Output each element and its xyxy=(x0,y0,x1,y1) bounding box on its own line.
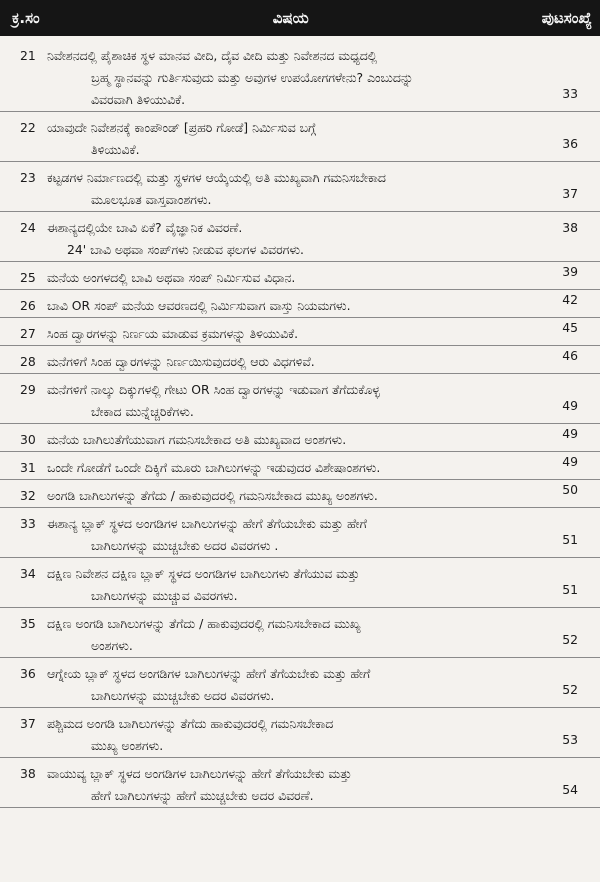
entry-number: 30 xyxy=(20,432,36,447)
entry-number: 22 xyxy=(20,120,36,135)
contents-entry xyxy=(0,480,600,508)
entry-number: 31 xyxy=(20,460,36,475)
contents-entry xyxy=(0,162,600,212)
entry-title-line: ಯಾವುದೇ ನಿವೇಶನಕ್ಕೆ ಕಾಂಪೌಂಡ್ [ಪ್ರಹರಿ ಗೋಡೆ] ನಿರ್ಮಿಸುವ ಬಗ್ಗೆ xyxy=(47,120,316,135)
contents-entry xyxy=(0,558,600,608)
entry-number: 34 xyxy=(20,566,36,581)
entry-title-line: ಮನೆಯ ಬಾಗಿಲುತೆಗೆಯುವಾಗ ಗಮನಿಸಬೇಕಾದ ಅತಿ ಮುಖ್ಯವಾದ ಅಂಶಗಳು. xyxy=(47,432,347,447)
entry-page-number: 36 xyxy=(562,136,578,151)
entry-title-line: ಬಾಗಿಲುಗಳನ್ನು ಮುಚ್ಚುವ ವಿವರಗಳು. xyxy=(91,588,238,603)
contents-entry xyxy=(0,658,600,708)
contents-entry xyxy=(0,212,600,262)
entry-title-line: ದಕ್ಷಿಣ ಅಂಗಡಿ ಬಾಗಿಲುಗಳನ್ನು ತೆಗೆದು / ಹಾಕುವುದರಲ್ಲಿ ಗಮನಿಸಬೇಕಾದ ಮುಖ್ಯ xyxy=(47,616,361,631)
entry-title-line: ವಾಯುವ್ಯ ಬ್ಲಾಕ್ ಸ್ಥಳದ ಅಂಗಡಿಗಳ ಬಾಗಿಲುಗಳನ್ನು ಹೇಗೆ ತೆಗೆಯಬೇಕು ಮತ್ತು xyxy=(47,766,352,781)
entry-title-line: ಮನೆಯ ಅಂಗಳದಲ್ಲಿ ಬಾವಿ ಅಥವಾ ಸಂಪ್ ನಿರ್ಮಿಸುವ ವಿಧಾನ. xyxy=(47,270,296,285)
contents-entry xyxy=(0,608,600,658)
serial-column-header: ಕ್ರ.ಸಂ xyxy=(12,9,40,27)
entry-title-line: ಈಶಾನ್ಯದಲ್ಲಿಯೇ ಬಾವಿ ಏಕೆ? ವೈಜ್ಞಾನಿಕ ವಿವರಣೆ. xyxy=(47,220,243,235)
entry-title-line: ಮೂಲಭೂತ ವಾಸ್ತವಾಂಶಗಳು. xyxy=(91,192,212,207)
entry-page-number: 52 xyxy=(562,682,578,697)
table-header xyxy=(0,0,600,36)
entry-number: 35 xyxy=(20,616,36,631)
contents-entry xyxy=(0,112,600,162)
entry-number: 36 xyxy=(20,666,36,681)
entry-number: 38 xyxy=(20,766,36,781)
entry-page-number: 49 xyxy=(562,454,578,469)
entry-page-number: 37 xyxy=(562,186,578,201)
entry-page-number: 51 xyxy=(562,532,578,547)
entry-page-number: 49 xyxy=(562,398,578,413)
contents-list xyxy=(0,40,600,808)
entry-title-line: ಹೇಗೆ ಬಾಗಿಲುಗಳನ್ನು ಹೇಗೆ ಮುಚ್ಚಬೇಕು ಅದರ ವಿವರಣೆ. xyxy=(91,788,314,803)
contents-entry xyxy=(0,758,600,808)
contents-entry xyxy=(0,290,600,318)
entry-number: 28 xyxy=(20,354,36,369)
entry-number: 21 xyxy=(20,48,36,63)
entry-page-number: 45 xyxy=(562,320,578,335)
entry-title-line: ಬ್ರಹ್ಮ ಸ್ಥಾನವನ್ನು ಗುರ್ತಿಸುವುದು ಮತ್ತು ಅವುಗಳ ಉಪಯೋಗಗಳೇನು? ಎಂಬುದನ್ನು xyxy=(91,70,414,85)
entry-page-number: 38 xyxy=(562,220,578,235)
entry-title-line: ತಿಳಿಯುವಿಕೆ. xyxy=(91,142,140,157)
entry-title-line: ನಿವೇಶನದಲ್ಲಿ ಪೈಶಾಚಿಕ ಸ್ಥಳ ಮಾನವ ವೀದಿ, ದೈವ ವೀದಿ ಮತ್ತು ನಿವೇಶನದ ಮಧ್ಯದಲ್ಲಿ xyxy=(47,48,378,63)
entry-number: 27 xyxy=(20,326,36,341)
entry-title-line: 24' ಬಾವಿ ಅಥವಾ ಸಂಪ್‌ಗಳು ನೀಡುವ ಫಲಗಳ ವಿವರಗಳು. xyxy=(67,242,304,257)
contents-entry xyxy=(0,708,600,758)
entry-page-number: 51 xyxy=(562,582,578,597)
entry-title-line: ಈಶಾನ್ಯ ಬ್ಲಾಕ್ ಸ್ಥಳದ ಅಂಗಡಿಗಳ ಬಾಗಿಲುಗಳನ್ನು ಹೇಗೆ ತೆಗೆಯಬೇಕು ಮತ್ತು ಹೇಗೆ xyxy=(47,516,367,531)
entry-page-number: 33 xyxy=(562,86,578,101)
entry-number: 29 xyxy=(20,382,36,397)
entry-page-number: 49 xyxy=(562,426,578,441)
entry-page-number: 54 xyxy=(562,782,578,797)
entry-number: 26 xyxy=(20,298,36,313)
contents-entry xyxy=(0,508,600,558)
page-column-header: ಪುಟಸಂಖ್ಯೆ xyxy=(541,9,592,27)
entry-page-number: 42 xyxy=(562,292,578,307)
entry-title-line: ಮನೆಗಳಿಗೆ ನಾಲ್ಕು ದಿಕ್ಕುಗಳಲ್ಲಿ ಗೇಟು OR ಸಿಂಹ ದ್ವಾರಗಳನ್ನು ಇಡುವಾಗ ತೆಗೆದುಕೊಳ್ಳ xyxy=(47,382,380,397)
entry-page-number: 39 xyxy=(562,264,578,279)
entry-title-line: ಬಾಗಿಲುಗಳನ್ನು ಮುಚ್ಚಬೇಕು ಅದರ ವಿವರಗಳು. xyxy=(91,688,275,703)
entry-title-line: ವಿವರವಾಗಿ ತಿಳಿಯುವಿಕೆ. xyxy=(91,92,186,107)
entry-title-line: ಮನೆಗಳಿಗೆ ಸಿಂಹ ದ್ವಾರಗಳನ್ನು ನಿರ್ಣಯಿಸುವುದರಲ್ಲಿ ಆರು ವಿಧಗಳಿವೆ. xyxy=(47,354,315,369)
contents-entry xyxy=(0,40,600,112)
entry-title-line: ಮುಖ್ಯ ಅಂಶಗಳು. xyxy=(91,738,164,753)
contents-entry xyxy=(0,318,600,346)
entry-page-number: 52 xyxy=(562,632,578,647)
contents-entry xyxy=(0,262,600,290)
entry-title-line: ಆಗ್ನೇಯ ಬ್ಲಾಕ್ ಸ್ಥಳದ ಅಂಗಡಿಗಳ ಬಾಗಿಲುಗಳನ್ನು ಹೇಗೆ ತೆಗೆಯಬೇಕು ಮತ್ತು ಹೇಗೆ xyxy=(47,666,371,681)
entry-title-line: ಬೇಕಾದ ಮುನ್ನೆಚ್ಚರಿಕೆಗಳು. xyxy=(91,404,194,419)
contents-entry xyxy=(0,374,600,424)
entry-title-line: ಅಂಗಡಿ ಬಾಗಿಲುಗಳನ್ನು ತೆಗೆದು / ಹಾಕುವುದರಲ್ಲಿ ಗಮನಿಸಬೇಕಾದ ಮುಖ್ಯ ಅಂಶಗಳು. xyxy=(47,488,378,503)
entry-title-line: ಬಾವಿ OR ಸಂಪ್ ಮನೆಯ ಆವರಣದಲ್ಲಿ ನಿರ್ಮಿಸುವಾಗ ವಾಸ್ತು ನಿಯಮಗಳು. xyxy=(47,298,351,313)
entry-number: 25 xyxy=(20,270,36,285)
entry-title-line: ದಕ್ಷಿಣ ನಿವೇಶನ ದಕ್ಷಿಣ ಬ್ಲಾಕ್ ಸ್ಥಳದ ಅಂಗಡಿಗಳ ಬಾಗಿಲುಗಳು ತೆಗೆಯುವ ಮತ್ತು xyxy=(47,566,360,581)
subject-column-header: ವಿಷಯ xyxy=(272,9,309,27)
contents-entry xyxy=(0,452,600,480)
contents-entry xyxy=(0,424,600,452)
entry-number: 24 xyxy=(20,220,36,235)
entry-title-line: ಅಂಶಗಳು. xyxy=(91,638,133,653)
entry-title-line: ಒಂದೇ ಗೋಡೆಗೆ ಒಂದೇ ದಿಕ್ಕಿಗೆ ಮೂರು ಬಾಗಿಲುಗಳನ್ನು ಇಡುವುದರ ವಿಶೇಷಾಂಶಗಳು. xyxy=(47,460,381,475)
entry-number: 37 xyxy=(20,716,36,731)
entry-page-number: 53 xyxy=(562,732,578,747)
entry-title-line: ಸಿಂಹ ದ್ವಾರಗಳನ್ನು ನಿರ್ಣಯ ಮಾಡುವ ಕ್ರಮಗಳನ್ನು ತಿಳಿಯುವಿಕೆ. xyxy=(47,326,299,341)
entry-title-line: ಕಟ್ಟಡಗಳ ನಿರ್ಮಾಣದಲ್ಲಿ ಮತ್ತು ಸ್ಥಳಗಳ ಆಯ್ಕೆಯಲ್ಲಿ ಅತಿ ಮುಖ್ಯವಾಗಿ ಗಮನಿಸಬೇಕಾದ xyxy=(47,170,386,185)
entry-title-line: ಬಾಗಿಲುಗಳನ್ನು ಮುಚ್ಚಬೇಕು ಅದರ ವಿವರಗಳು . xyxy=(91,538,279,553)
entry-number: 33 xyxy=(20,516,36,531)
entry-page-number: 50 xyxy=(562,482,578,497)
entry-page-number: 46 xyxy=(562,348,578,363)
entry-number: 32 xyxy=(20,488,36,503)
entry-title-line: ಪಶ್ಚಿಮದ ಅಂಗಡಿ ಬಾಗಿಲುಗಳನ್ನು ತೆಗೆದು ಹಾಕುವುದರಲ್ಲಿ ಗಮನಿಸಬೇಕಾದ xyxy=(47,716,334,731)
contents-entry xyxy=(0,346,600,374)
entry-number: 23 xyxy=(20,170,36,185)
